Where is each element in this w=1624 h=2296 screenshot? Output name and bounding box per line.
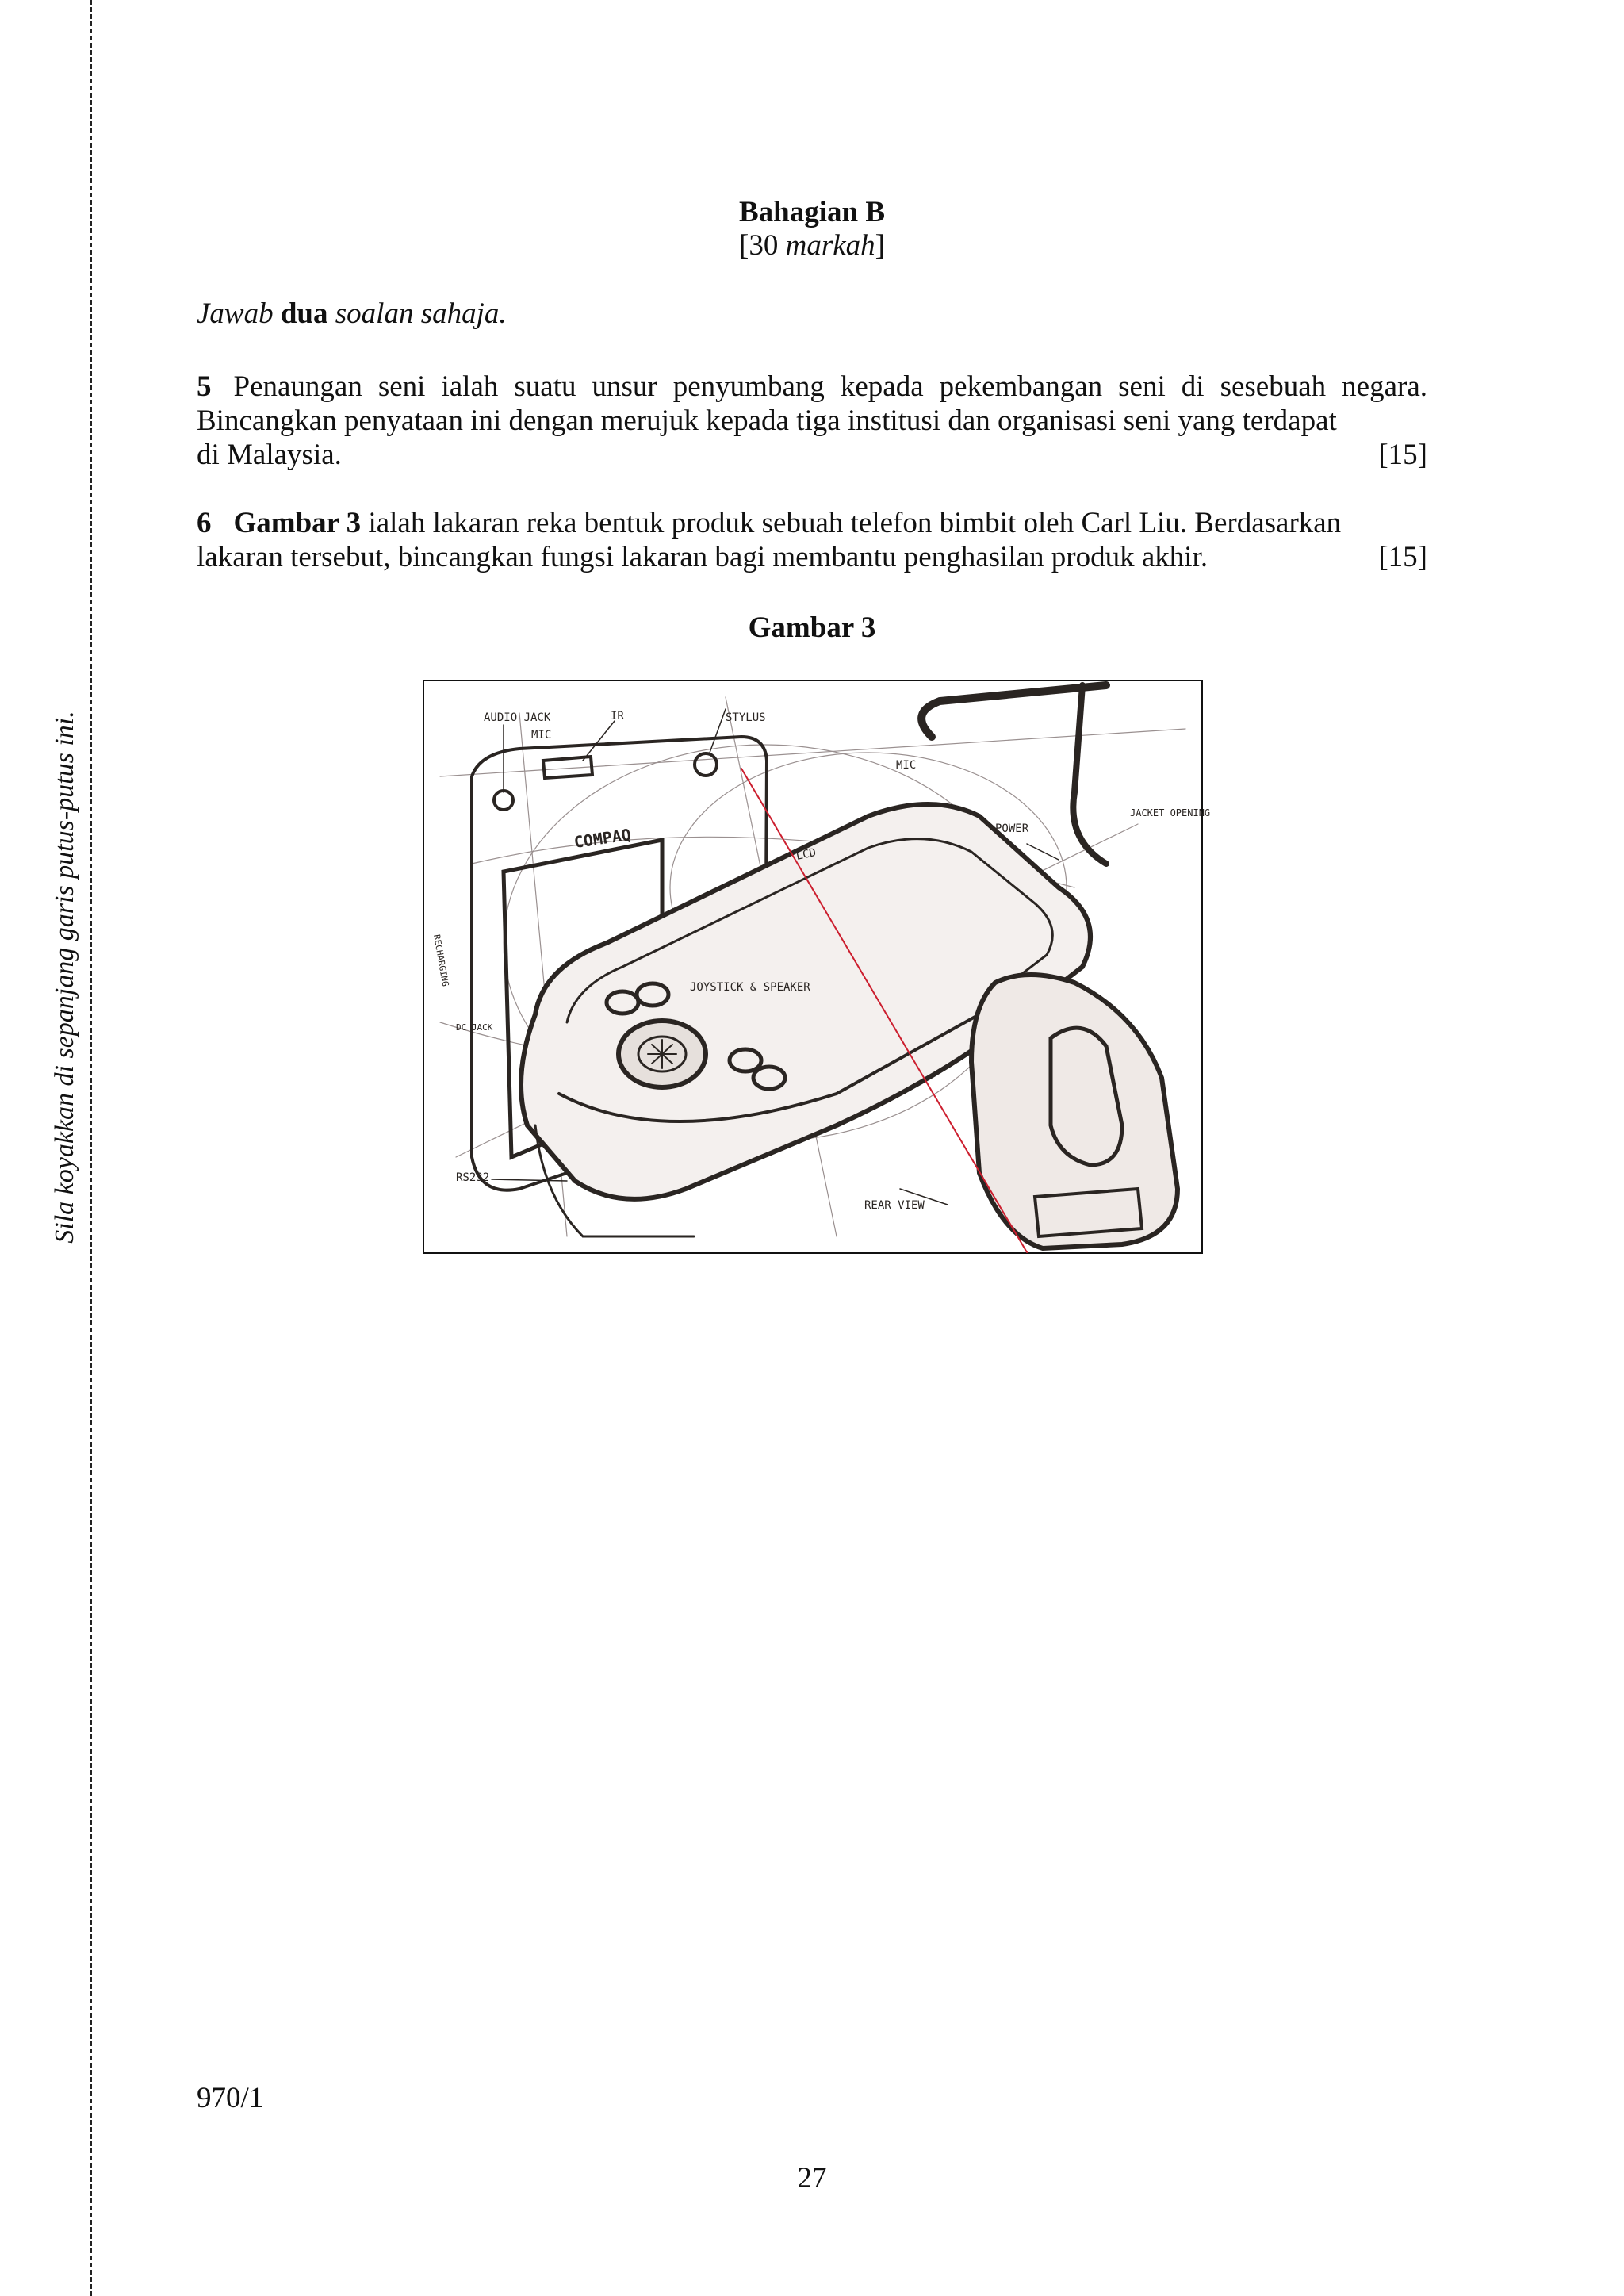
question-text: Penaungan seni ialah suatu unsur penyumbang kepada pekembangan seni di sesebuah negara. Bincangkan penyataan ini dengan merujuk kepada tiga institusi dan organisasi seni yang terdapat [197, 370, 1427, 437]
figure-title: Gambar 3 [748, 611, 876, 644]
annotation-rear-view: REAR VIEW [864, 1199, 925, 1212]
tear-instruction: Sila koyakkan di sepanjang garis putus-putus ini. [50, 711, 79, 1244]
figure-reference: Gambar 3 [233, 507, 362, 539]
annotation-rs232: RS232 [456, 1171, 490, 1184]
annotation-mic-right: MIC [896, 759, 917, 772]
section-marks: [30 markah] [739, 229, 885, 262]
question-text: ialah lakaran reka bentuk produk sebuah telefon bimbit oleh Carl Liu. Berdasarkan [361, 507, 1342, 539]
phone-sketch-drawing [424, 681, 1211, 1252]
annotation-audio-jack: AUDIO JACK [484, 711, 551, 724]
phone-sketch-figure [423, 680, 1211, 1254]
paper-code: 970/1 [197, 2082, 264, 2114]
question-text-end: di Malaysia. [197, 439, 342, 471]
question-marks: [15] [1378, 541, 1427, 573]
question-5 [197, 370, 1427, 472]
annotation-joystick-speaker: JOYSTICK & SPEAKER [690, 981, 810, 994]
tear-dashed-line [90, 0, 92, 2296]
annotation-lcd: LCD [795, 846, 818, 863]
annotation-ir: IR [611, 710, 624, 723]
question-number: 5 [197, 370, 212, 403]
question-6 [197, 506, 1427, 574]
annotation-mic-top: MIC [531, 729, 552, 742]
annotation-recharging: RECHARGING [431, 933, 451, 987]
annotation-brand: COMPAQ [573, 825, 633, 852]
question-number: 6 [197, 507, 212, 539]
annotation-jacket-opening: JACKET OPENING [1130, 807, 1211, 818]
page-number: 27 [797, 2162, 827, 2194]
question-marks: [15] [1378, 439, 1427, 471]
annotation-power: POWER [995, 822, 1029, 835]
annotation-stylus: STYLUS [726, 711, 766, 724]
answer-instruction: Jawab dua soalan sahaja. [197, 297, 507, 330]
question-text-end: lakaran tersebut, bincangkan fungsi lakaran bagi membantu penghasilan produk akhir. [197, 541, 1208, 573]
annotation-dc-jack: DC JACK [456, 1022, 493, 1033]
section-title: Bahagian B [738, 196, 886, 228]
